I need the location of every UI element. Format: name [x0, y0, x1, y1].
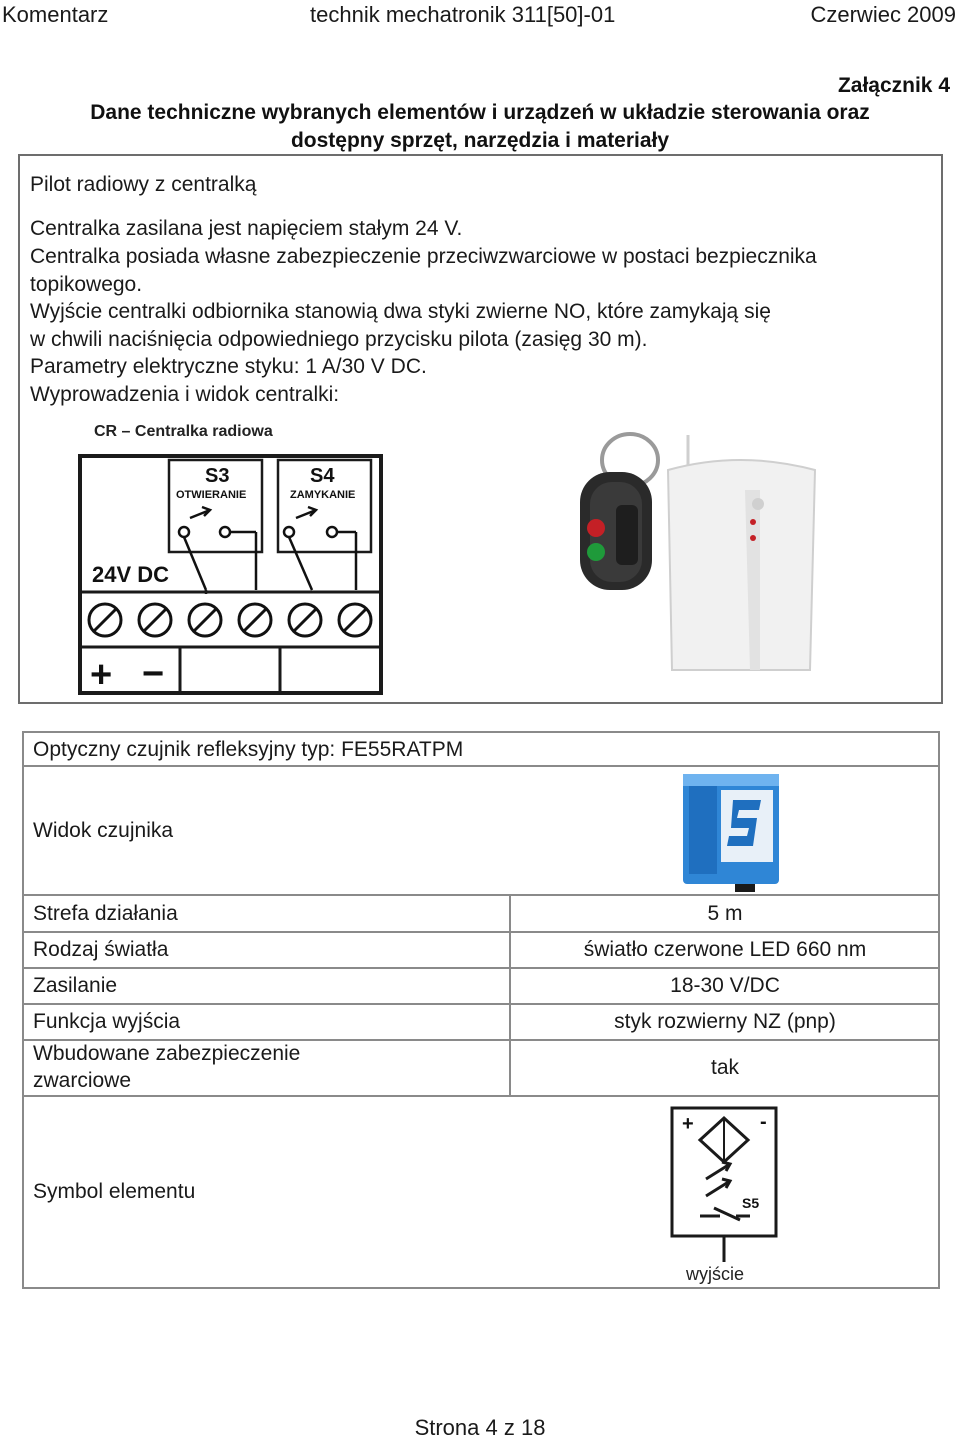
symbol-label: Symbol elementu	[33, 1180, 196, 1203]
pilot-line-4: Wyjście centralki odbiornika stanowią dwa styki zwierne NO, które zamykają się	[30, 300, 771, 323]
annex-label: Załącznik 4	[837, 74, 950, 97]
supply-label: 24V DC	[92, 562, 170, 587]
remote-fob-icon	[580, 472, 652, 590]
symbol-minus: -	[760, 1111, 767, 1133]
row-value-range: 5 m	[707, 902, 743, 925]
symbol-plus: +	[682, 1113, 694, 1135]
row-label-light: Rodzaj światła	[33, 938, 169, 961]
symbol-output-label: wyjście	[686, 1264, 745, 1284]
plus-terminal-label: +	[90, 654, 113, 696]
controller-wiring-diagram	[70, 410, 390, 700]
row-value-light: światło czerwone LED 660 nm	[583, 938, 867, 961]
s3-sublabel: OTWIERANIE	[176, 489, 247, 501]
sensor-view-label: Widok czujnika	[33, 819, 174, 842]
row-label-protection-2: zwarciowe	[33, 1069, 132, 1092]
header-center: technik mechatronik 311[50]-01	[310, 2, 616, 27]
annex-title-line2: dostępny sprzęt, narzędzia i materiały	[290, 129, 670, 152]
symbol-tag: S5	[742, 1195, 760, 1211]
row-value-output: styk rozwierny NZ (pnp)	[614, 1010, 836, 1033]
sensor-photo	[675, 766, 785, 894]
s4-sublabel: ZAMYKANIE	[290, 489, 356, 501]
header-left: Komentarz	[2, 2, 109, 27]
optical-sensor-icon	[683, 774, 779, 892]
pilot-line-7: Wyprowadzenia i widok centralki:	[30, 383, 340, 406]
page-number: Strona 4 z 18	[414, 1415, 546, 1440]
row-label-output: Funkcja wyjścia	[33, 1010, 181, 1033]
row-label-range: Strefa działania	[33, 902, 178, 925]
s4-label: S4	[310, 465, 335, 487]
diagram-caption: CR – Centralka radiowa	[94, 423, 273, 440]
row-value-protection: tak	[710, 1056, 739, 1079]
remote-and-controller-photo	[560, 430, 830, 690]
pilot-line-2: Centralka posiada własne zabezpieczenie przeciwzwarciowe w postaci bezpiecznika	[30, 245, 817, 268]
header-right: Czerwiec 2009	[810, 2, 956, 27]
row-label-supply: Zasilanie	[33, 974, 118, 997]
pilot-line-3: topikowego.	[30, 273, 143, 296]
pilot-line-6: Parametry elektryczne styku: 1 A/30 V DC.	[30, 355, 427, 378]
sensor-heading: Optyczny czujnik refleksyjny typ: FE55RATPM	[33, 738, 464, 761]
row-value-supply: 18-30 V/DC	[670, 974, 780, 997]
minus-terminal-label: −	[142, 653, 165, 695]
controller-housing-icon	[668, 435, 815, 670]
sensor-symbol-diagram	[660, 1104, 790, 1284]
pilot-heading: Pilot radiowy z centralką	[30, 173, 257, 196]
s3-label: S3	[205, 465, 230, 487]
annex-title-line1: Dane techniczne wybranych elementów i urządzeń w układzie sterowania oraz	[90, 101, 870, 124]
row-label-protection-1: Wbudowane zabezpieczenie	[33, 1042, 301, 1065]
pilot-line-1: Centralka zasilana jest napięciem stałym 24 V.	[30, 217, 463, 240]
pilot-line-5: w chwili naciśnięcia odpowiedniego przycisku pilota (zasięg 30 m).	[30, 328, 648, 351]
